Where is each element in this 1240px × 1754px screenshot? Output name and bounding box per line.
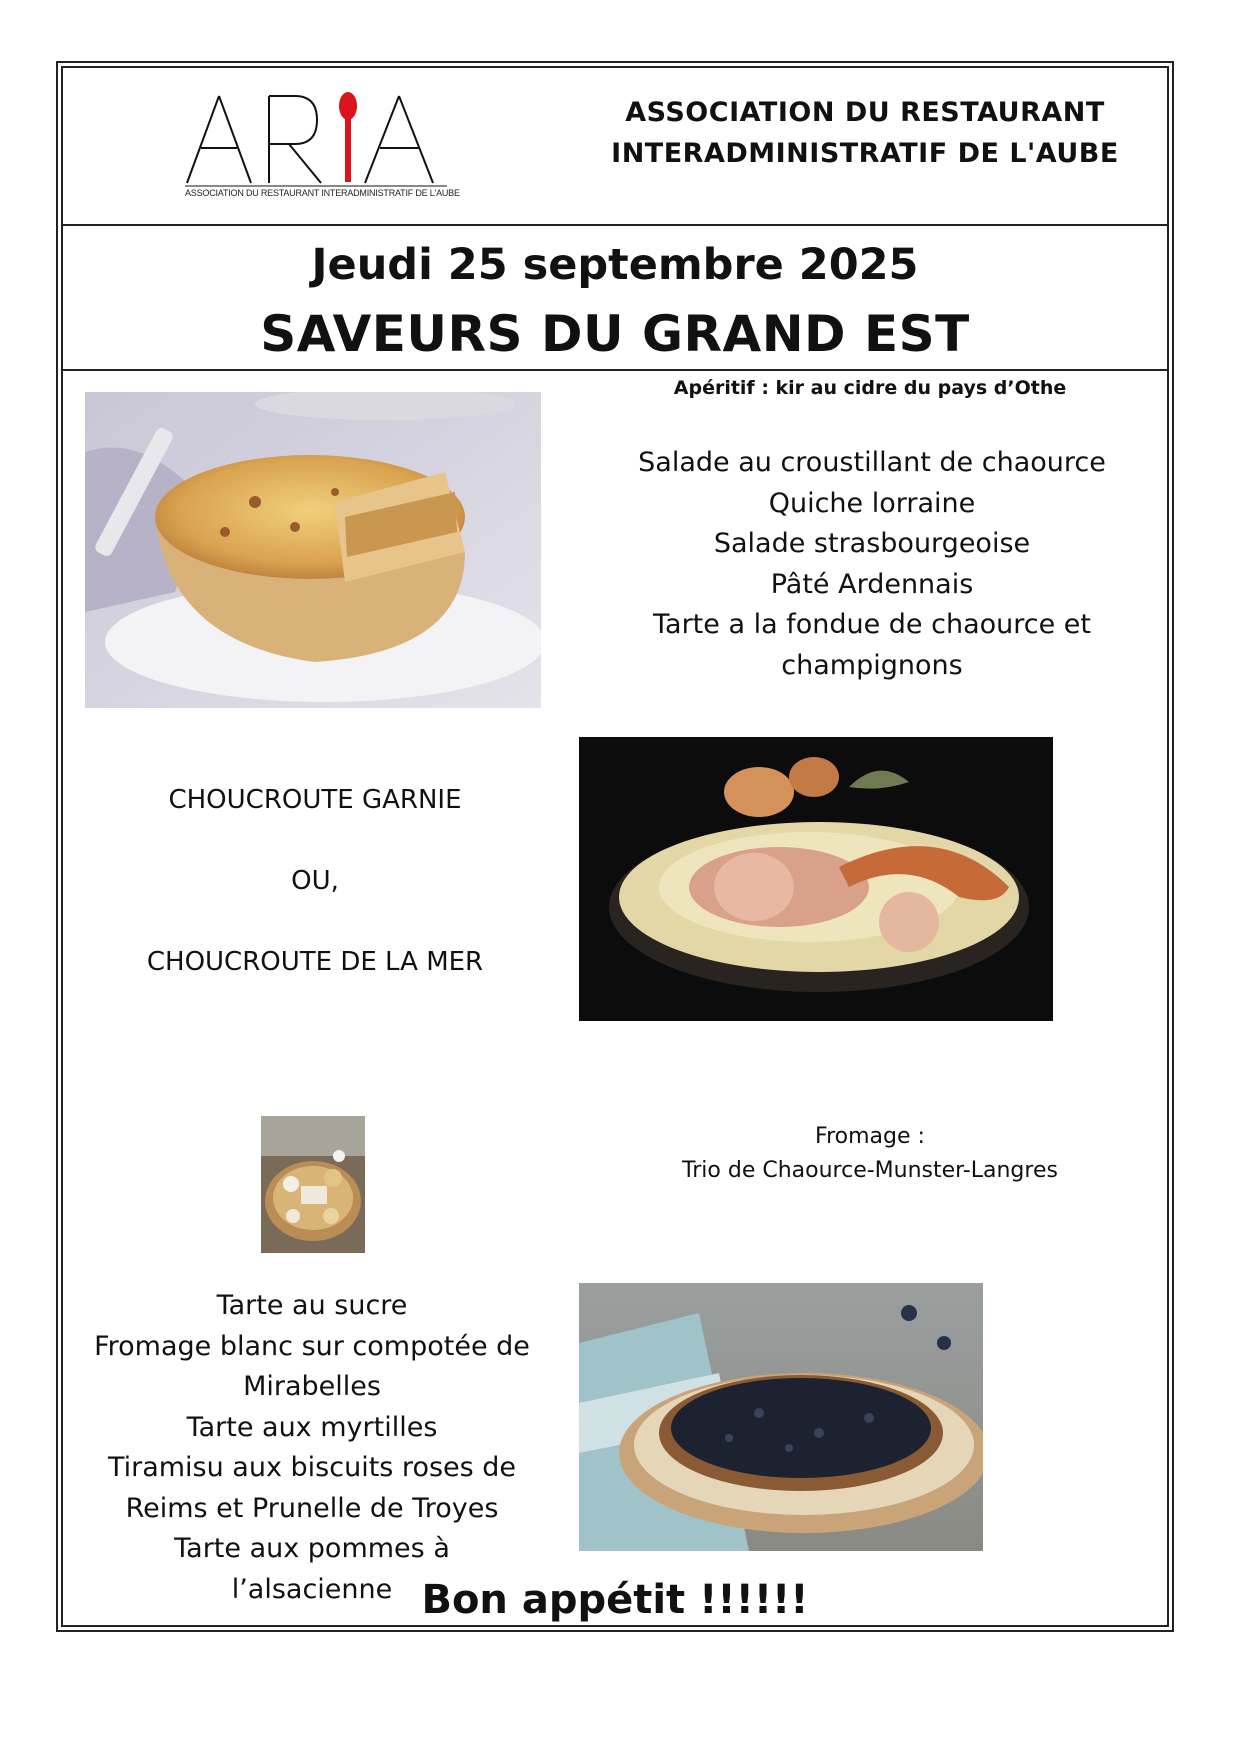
- choucroute-photo: [579, 737, 1053, 1021]
- cheese-title: Fromage :: [815, 1124, 925, 1149]
- dessert-item: Tarte au sucre: [216, 1290, 408, 1321]
- starter-item: Salade strasbourgeoise: [713, 528, 1031, 559]
- dessert-item: Mirabelles: [243, 1371, 381, 1402]
- aria-logo: [185, 88, 460, 202]
- main-separator: OU,: [291, 866, 339, 896]
- starter-item: Tarte a la fondue de chaource et: [653, 609, 1091, 640]
- starters-list: [612, 443, 1132, 686]
- main-option-garnie: CHOUCROUTE GARNIE: [168, 785, 462, 815]
- main-option-mer: CHOUCROUTE DE LA MER: [146, 947, 484, 977]
- starter-item: Pâté Ardennais: [770, 568, 974, 600]
- dessert-item: Tiramisu aux biscuits roses de: [107, 1452, 517, 1483]
- association-line-1: ASSOCIATION DU RESTAURANT: [625, 97, 1105, 128]
- menu-theme: SAVEURS DU GRAND EST: [260, 305, 970, 363]
- mains-block: [100, 780, 530, 1023]
- closing-message: Bon appétit !!!!!!: [421, 1577, 809, 1623]
- blueberry-tart-photo: [579, 1283, 983, 1551]
- cheese-description: Trio de Chaource-Munster-Langres: [682, 1158, 1058, 1183]
- desserts-list: [92, 1286, 532, 1610]
- association-line-2: INTERADMINISTRATIF DE L'AUBE: [611, 138, 1119, 169]
- starter-item: champignons: [781, 649, 963, 681]
- dessert-item: Reims et Prunelle de Troyes: [125, 1492, 499, 1524]
- starter-item: Salade au croustillant de chaource: [638, 447, 1106, 478]
- logo-caption: ASSOCIATION DU RESTAURANT INTERADMINISTRATIF DE L'AUBE: [185, 188, 460, 198]
- dessert-item: Fromage blanc sur compotée de: [94, 1330, 530, 1362]
- quiche-photo: [85, 392, 541, 708]
- title-divider: [61, 369, 1169, 371]
- cheese-photo: [261, 1116, 365, 1253]
- menu-date: Jeudi 25 septembre 2025: [311, 240, 919, 290]
- aperitif-text: Apéritif : kir au cidre du pays d’Othe: [673, 377, 1067, 399]
- starter-item: Quiche lorraine: [768, 487, 976, 519]
- dessert-item: Tarte aux myrtilles: [186, 1411, 438, 1443]
- header-divider: [61, 224, 1169, 226]
- dessert-item: Tarte aux pommes à l’alsacienne: [174, 1533, 450, 1605]
- association-name: [590, 92, 1140, 174]
